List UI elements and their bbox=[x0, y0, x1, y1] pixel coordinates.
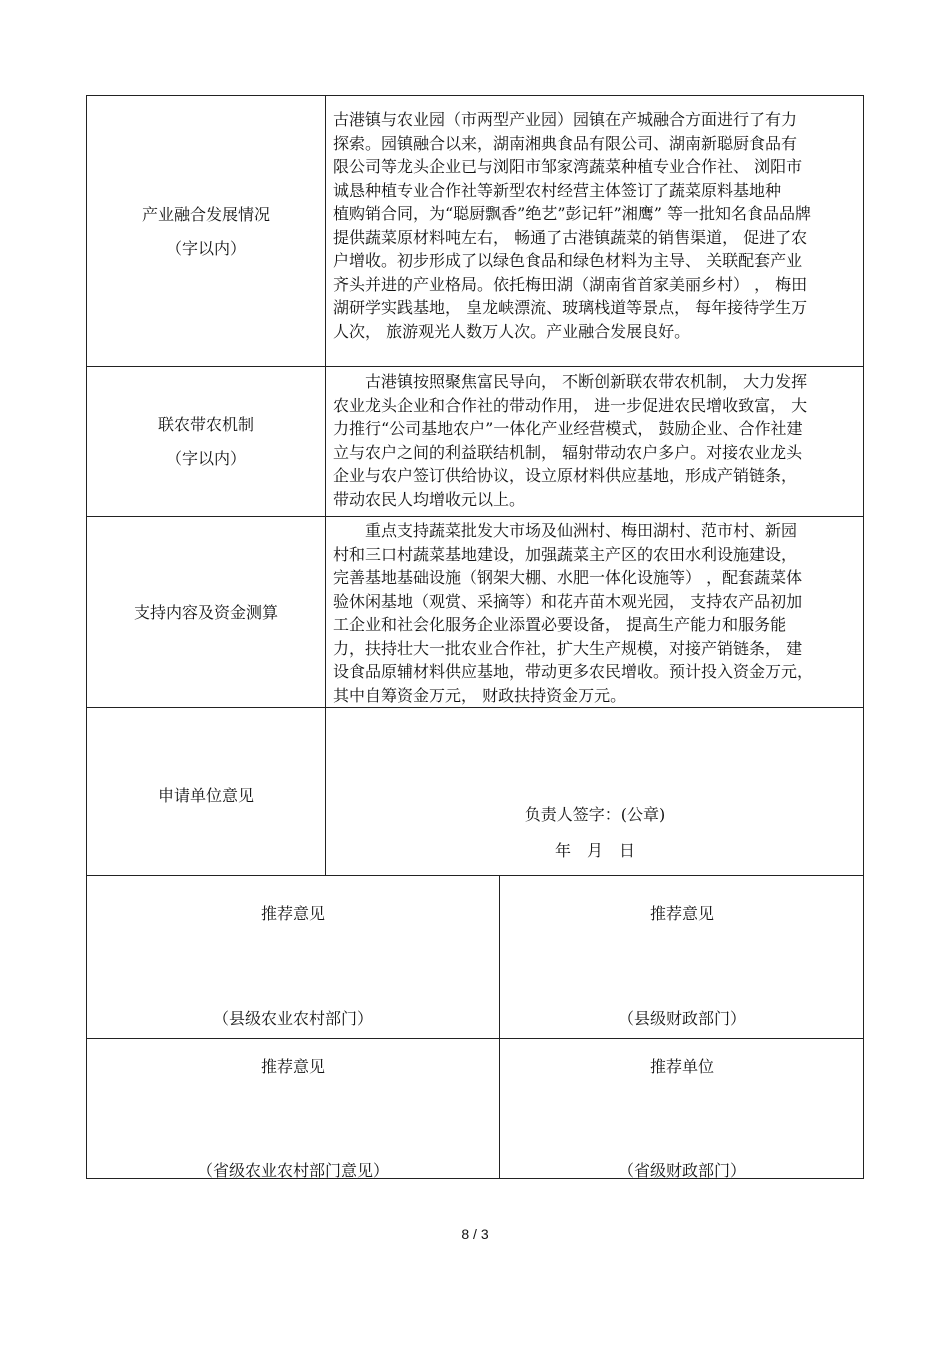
section-body-industry-integration bbox=[333, 108, 861, 343]
text-line: 带动农民人均增收元以上。 bbox=[333, 489, 526, 509]
section-note: （字以内） bbox=[165, 239, 246, 258]
text-line: 人次， 旅游观光人数万人次。产业融合发展良好。 bbox=[333, 321, 691, 341]
text-line: 齐头并进的产业格局。依托梅田湖（湖南省首家美丽乡村） ， 梅田 bbox=[333, 274, 808, 294]
recommend-dept-province-agri: （省级农业农村部门意见） bbox=[196, 1161, 389, 1180]
text-line: 其中自筹资金万元， 财政扶持资金万元。 bbox=[333, 685, 627, 705]
text-line: 力推行“公司基地农户”一体化产业经营模式， 鼓励企业、合作社建 bbox=[333, 419, 803, 438]
section-body-farmer-linkage bbox=[333, 370, 861, 511]
recommend-dept-province-finance: （省级财政部门） bbox=[617, 1161, 746, 1180]
text-line: 重点支持蔬菜批发大市场及仙洲村、梅田湖村、范市村、新园 bbox=[365, 521, 798, 540]
recommend-title-county-agri: 推荐意见 bbox=[260, 904, 325, 923]
section-note: （字以内） bbox=[165, 449, 246, 468]
text-line: 农业龙头企业和合作社的带动作用， 进一步促进农民增收致富， 大 bbox=[333, 395, 808, 415]
section-title: 产业融合发展情况 bbox=[141, 205, 270, 224]
application-form-table bbox=[86, 95, 864, 1179]
text-line: 村和三口村蔬菜基地建设，加强蔬菜主产区的农田水利设施建设， bbox=[333, 544, 798, 564]
section-label-farmer-linkage bbox=[87, 408, 325, 476]
row-divider bbox=[87, 516, 863, 517]
text-line: 湖研学实践基地， 皇龙峡漂流、玻璃栈道等景点， 每年接待学生万 bbox=[333, 298, 808, 317]
section-title: 联农带农机制 bbox=[157, 415, 254, 434]
section-label-support-funding bbox=[87, 596, 325, 630]
text-line: 力，扶持壮大一批农业合作社，扩大生产规模，对接产销链条， 建 bbox=[333, 638, 803, 658]
signature-line: 负责人签字：(公章) bbox=[524, 805, 666, 824]
text-line: 提供蔬菜原材料吨左右， 畅通了古港镇蔬菜的销售渠道， 促进了农 bbox=[333, 227, 808, 247]
row-divider bbox=[87, 875, 863, 876]
recommend-title-province-finance: 推荐单位 bbox=[649, 1057, 714, 1076]
text-line: 完善基地基础设施（钢架大棚、水肥一体化设施等） ，配套蔬菜体 bbox=[333, 568, 803, 587]
page-number: 8 / 3 bbox=[461, 1226, 489, 1242]
column-divider bbox=[325, 96, 326, 875]
row-divider bbox=[87, 1038, 863, 1039]
text-line: 植购销合同，为“聪厨飘香”绝艺”彭记轩”湘鹰” 等一批知名食品品牌 bbox=[333, 204, 811, 223]
row-divider bbox=[87, 366, 863, 367]
recommend-title-province-agri: 推荐意见 bbox=[260, 1057, 325, 1076]
text-line: 诚恳种植专业合作社等新型农村经营主体签订了蔬菜原料基地种 bbox=[333, 180, 782, 200]
section-title: 支持内容及资金测算 bbox=[133, 603, 278, 622]
text-line: 限公司等龙头企业已与浏阳市邹家湾蔬菜种植专业合作社、 浏阳市 bbox=[333, 157, 803, 176]
text-line: 户增收。初步形成了以绿色食品和绿色材料为主导、 关联配套产业 bbox=[333, 251, 803, 270]
recommend-title-county-finance: 推荐意见 bbox=[649, 904, 714, 923]
text-line: 古港镇与农业园（市两型产业园）园镇在产城融合方面进行了有力 bbox=[333, 110, 798, 129]
text-line: 立与农户之间的利益联结机制， 辐射带动农户多户。对接农业龙头 bbox=[333, 442, 803, 462]
section-label-industry-integration bbox=[87, 198, 325, 266]
text-line: 验休闲基地（观赏、采摘等）和花卉苗木观光园， 支持农产品初加 bbox=[333, 591, 803, 611]
text-line: 工企业和社会化服务企业添置必要设备， 提高生产能力和服务能 bbox=[333, 615, 787, 634]
text-line: 企业与农户签订供给协议，设立原材料供应基地，形成产销链条， bbox=[333, 466, 798, 485]
recommend-dept-county-agri: （县级农业农村部门） bbox=[212, 1009, 373, 1028]
text-line: 设食品原辅材料供应基地，带动更多农民增收。预计投入资金万元， bbox=[333, 662, 814, 681]
section-body-support-funding bbox=[333, 519, 861, 707]
row-divider bbox=[87, 707, 863, 708]
date-line: 年 月 日 bbox=[554, 841, 635, 860]
recommend-dept-county-finance: （县级财政部门） bbox=[617, 1009, 746, 1028]
applicant-opinion-label: 申请单位意见 bbox=[157, 786, 254, 805]
text-line: 探索。园镇融合以来，湖南湘典食品有限公司、湖南新聪厨食品有 bbox=[333, 133, 798, 153]
text-line: 古港镇按照聚焦富民导向， 不断创新联农带农机制， 大力发挥 bbox=[365, 372, 808, 391]
